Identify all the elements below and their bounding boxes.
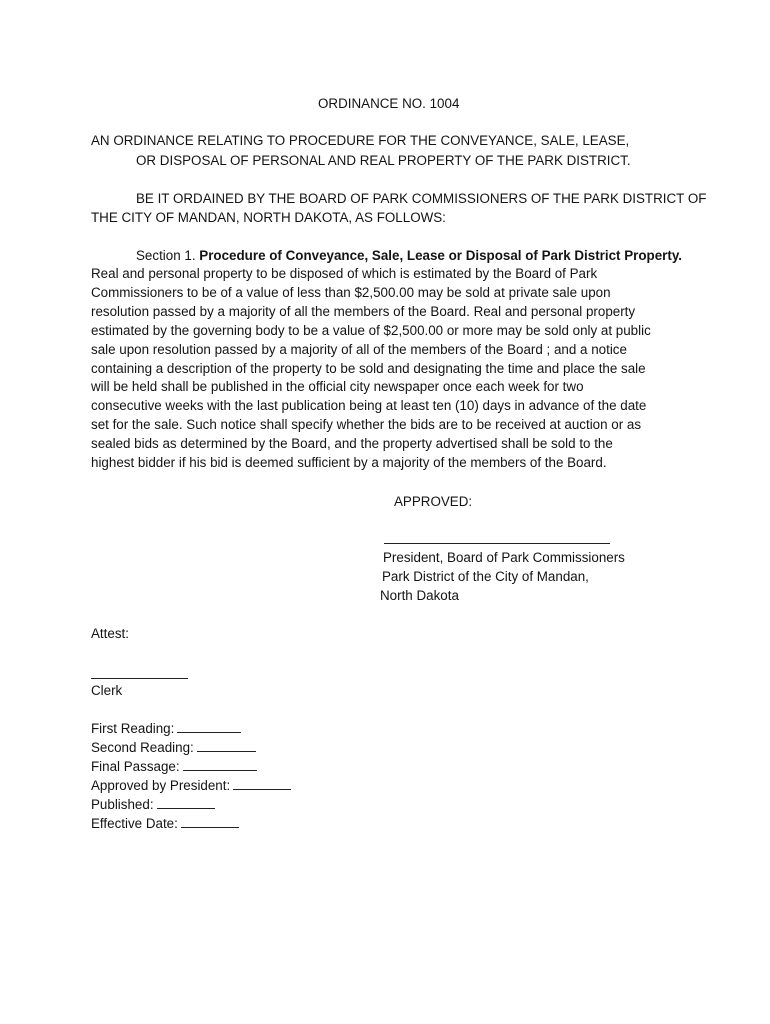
section-body-line: set for the sale. Such notice shall specify whether the bids are to be received at auction or as [91, 417, 642, 433]
president-title-line-2: Park District of the City of Mandan, [382, 569, 589, 584]
approved-by-president-label: Approved by President: [91, 778, 231, 793]
section-title: Procedure of Conveyance, Sale, Lease or Disposal of Park District Property. [199, 248, 683, 263]
final-passage-label: Final Passage: [91, 759, 180, 774]
final-passage-blank [183, 757, 257, 771]
section-body-line: consecutive weeks with the last publication being at least ten (10) days in advance of the date [91, 398, 647, 414]
effective-date-label: Effective Date: [91, 816, 178, 831]
section-1-body [91, 265, 681, 473]
section-body-line: highest bidder if his bid is deemed sufficient by a majority of the members of the Board. [91, 455, 607, 471]
section-body-line: resolution passed by a majority of all the members of the Board. Real and personal property [91, 303, 636, 319]
section-body-line: sealed bids as determined by the Board, and the property advertised shall be sold to the [91, 436, 613, 452]
ordinance-title: ORDINANCE NO. 1004 [318, 96, 460, 111]
ordinance-caption-line-2: OR DISPOSAL OF PERSONAL AND REAL PROPERTY OF THE PARK DISTRICT. [136, 153, 631, 168]
attest-label: Attest: [91, 626, 129, 641]
final-passage-row [91, 757, 257, 776]
clerk-signature-line [91, 678, 188, 679]
section-body-line: sale upon resolution passed by a majority of all of the members of the Board ; and a notice [91, 341, 627, 357]
approved-label: APPROVED: [394, 494, 473, 509]
first-reading-label: First Reading: [91, 721, 175, 736]
section-body-line: will be held shall be published in the official city newspaper once each week for two [91, 379, 584, 395]
second-reading-label: Second Reading: [91, 740, 194, 755]
enacting-clause-line-2: THE CITY OF MANDAN, NORTH DAKOTA, AS FOLLOWS: [91, 210, 446, 225]
president-title-line-3: North Dakota [380, 588, 459, 603]
president-signature-line [384, 543, 610, 544]
president-title-line-1: President, Board of Park Commissioners [383, 550, 625, 565]
published-label: Published: [91, 797, 154, 812]
approved-by-president-blank [233, 776, 291, 790]
first-reading-row [91, 719, 241, 738]
section-body-line: containing a description of the property to be sold and designating the time and place the sale [91, 360, 646, 376]
ordinance-caption-line-1: AN ORDINANCE RELATING TO PROCEDURE FOR THE CONVEYANCE, SALE, LEASE, [91, 133, 630, 148]
second-reading-row [91, 738, 256, 757]
clerk-label: Clerk [91, 683, 123, 698]
effective-date-row [91, 814, 239, 833]
section-body-line: estimated by the governing body to be a value of $2,500.00 or more may be sold only at public [91, 322, 651, 338]
approved-by-president-row [91, 776, 291, 795]
effective-date-blank [181, 814, 239, 828]
section-number: Section 1. [136, 248, 200, 263]
enacting-clause-line-1: BE IT ORDAINED BY THE BOARD OF PARK COMMISSIONERS OF THE PARK DISTRICT OF [136, 191, 707, 206]
second-reading-blank [197, 738, 256, 752]
published-row [91, 795, 215, 814]
published-blank [157, 795, 215, 809]
section-body-line: Real and personal property to be disposed of which is estimated by the Board of Park [91, 266, 598, 281]
first-reading-blank [177, 719, 241, 733]
section-body-line: Commissioners to be of a value of less than $2,500.00 may be sold at private sale upon [91, 284, 611, 300]
section-1-heading [136, 246, 682, 265]
